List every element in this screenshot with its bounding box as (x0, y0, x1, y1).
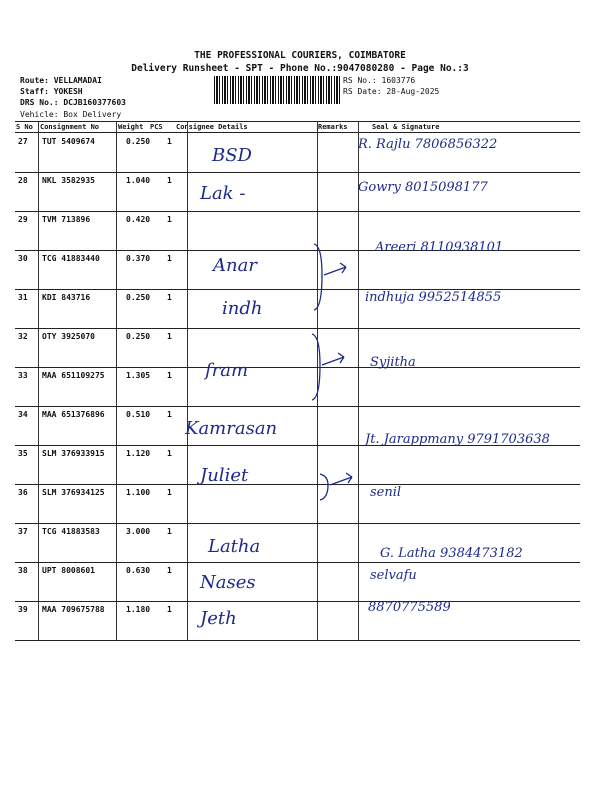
row-pieces: 1 (167, 410, 172, 419)
row-weight: 1.180 (126, 605, 151, 614)
row-serial-number: 38 (18, 566, 28, 575)
handwritten-consignee-name: Nases (200, 572, 256, 593)
row-weight: 0.420 (126, 215, 151, 224)
barcode (214, 76, 340, 104)
handwritten-signature: Gowry 8015098177 (358, 180, 488, 195)
row-pieces: 1 (167, 605, 172, 614)
col-header-pcs: PCS (150, 123, 163, 131)
table-row-divider (15, 484, 580, 485)
row-weight: 1.120 (126, 449, 151, 458)
handwritten-signature: Areeri 8110938101 (375, 240, 504, 255)
staff-label: Staff: YOKESH (20, 87, 83, 96)
row-consignment-number: OTY 3925070 (42, 332, 95, 341)
rs-date: RS Date: 28-Aug-2025 (343, 87, 440, 96)
row-serial-number: 34 (18, 410, 28, 419)
handwritten-signature: indhuja 9952514855 (365, 290, 502, 305)
handwritten-consignee-name: BSD (212, 145, 252, 166)
row-consignment-number: TCG 41883440 (42, 254, 100, 263)
row-serial-number: 29 (18, 215, 28, 224)
col-header-consignment: Consignment No (40, 123, 100, 131)
row-consignment-number: SLM 376933915 (42, 449, 105, 458)
col-header-sno: S No (16, 123, 33, 131)
row-serial-number: 36 (18, 488, 28, 497)
table-row-divider (15, 367, 580, 368)
handwritten-signature: 8870775589 (368, 600, 451, 615)
handwritten-signature: senil (370, 485, 402, 500)
row-pieces: 1 (167, 254, 172, 263)
table-row-divider (15, 406, 580, 407)
row-pieces: 1 (167, 137, 172, 146)
row-pieces: 1 (167, 488, 172, 497)
row-pieces: 1 (167, 449, 172, 458)
row-consignment-number: MAA 651109275 (42, 371, 105, 380)
handwritten-consignee-name: indh (222, 298, 263, 319)
table-row-divider (15, 211, 580, 212)
handwritten-consignee-name: Kamrasan (185, 418, 278, 439)
row-pieces: 1 (167, 176, 172, 185)
runsheet-subtitle: Delivery Runsheet - SPT - Phone No.:9047080280 - Page No.:3 (131, 63, 469, 74)
header-bottom-rule (15, 132, 580, 133)
row-weight: 1.100 (126, 488, 151, 497)
handwritten-consignee-name: Latha (208, 536, 261, 557)
row-consignment-number: TUT 5409674 (42, 137, 95, 146)
handwritten-consignee-name: Lak - (200, 183, 246, 204)
table-row-divider (15, 328, 580, 329)
handwritten-signature: Jt. Jarappmany 9791703638 (365, 432, 550, 447)
remarks-bracket-mark (312, 240, 352, 320)
row-consignment-number: MAA 709675788 (42, 605, 105, 614)
table-row-divider (15, 562, 580, 563)
row-weight: 0.510 (126, 410, 151, 419)
row-weight: 0.250 (126, 332, 151, 341)
row-weight: 1.040 (126, 176, 151, 185)
row-serial-number: 30 (18, 254, 28, 263)
col-header-remarks: Remarks (318, 123, 348, 131)
handwritten-signature: R. Rajlu 7806856322 (358, 137, 498, 152)
table-row-divider (15, 523, 580, 524)
row-weight: 1.305 (126, 371, 151, 380)
row-serial-number: 28 (18, 176, 28, 185)
handwritten-signature: G. Latha 9384473182 (380, 546, 523, 561)
row-serial-number: 32 (18, 332, 28, 341)
row-pieces: 1 (167, 566, 172, 575)
row-consignment-number: UPT 8008601 (42, 566, 95, 575)
row-consignment-number: SLM 376934125 (42, 488, 105, 497)
row-serial-number: 31 (18, 293, 28, 302)
col-header-weight: Weight (118, 123, 144, 131)
route-label: Route: VELLAMADAI (20, 76, 102, 85)
rs-number: RS No.: 1603776 (343, 76, 416, 85)
row-consignment-number: NKL 3582935 (42, 176, 95, 185)
row-pieces: 1 (167, 293, 172, 302)
row-serial-number: 39 (18, 605, 28, 614)
row-serial-number: 35 (18, 449, 28, 458)
table-row-divider (15, 172, 580, 173)
col-header-consignee: Consignee Details (176, 123, 248, 131)
vehicle-label: Vehicle: Box Delivery (20, 110, 122, 119)
table-row-divider (15, 601, 580, 602)
runsheet-title: THE PROFESSIONAL COURIERS, COIMBATORE (194, 50, 406, 61)
row-consignment-number: KDI 843716 (42, 293, 91, 302)
row-weight: 3.000 (126, 527, 151, 536)
remarks-bracket-mark (310, 330, 350, 410)
handwritten-consignee-name: Jeth (200, 608, 237, 629)
handwritten-signature: selvafu (370, 568, 417, 583)
remarks-bracket-mark (318, 470, 358, 510)
row-weight: 0.250 (126, 293, 151, 302)
row-pieces: 1 (167, 371, 172, 380)
row-weight: 0.630 (126, 566, 151, 575)
table-top-rule (15, 121, 580, 122)
drs-label: DRS No.: DCJB160377603 (20, 98, 126, 107)
handwritten-consignee-name: fram (205, 360, 249, 381)
row-pieces: 1 (167, 527, 172, 536)
row-serial-number: 33 (18, 371, 28, 380)
row-pieces: 1 (167, 215, 172, 224)
handwritten-consignee-name: Juliet (200, 465, 249, 486)
row-consignment-number: TCG 41883583 (42, 527, 100, 536)
row-pieces: 1 (167, 332, 172, 341)
row-consignment-number: TVM 713896 (42, 215, 91, 224)
col-header-seal: Seal & Signature (372, 123, 440, 131)
row-weight: 0.370 (126, 254, 151, 263)
handwritten-consignee-name: Anar (213, 255, 257, 276)
table-row-divider (15, 640, 580, 641)
row-serial-number: 27 (18, 137, 28, 146)
row-consignment-number: MAA 651376896 (42, 410, 105, 419)
handwritten-signature: Syjitha (370, 355, 416, 370)
row-weight: 0.250 (126, 137, 151, 146)
row-serial-number: 37 (18, 527, 28, 536)
